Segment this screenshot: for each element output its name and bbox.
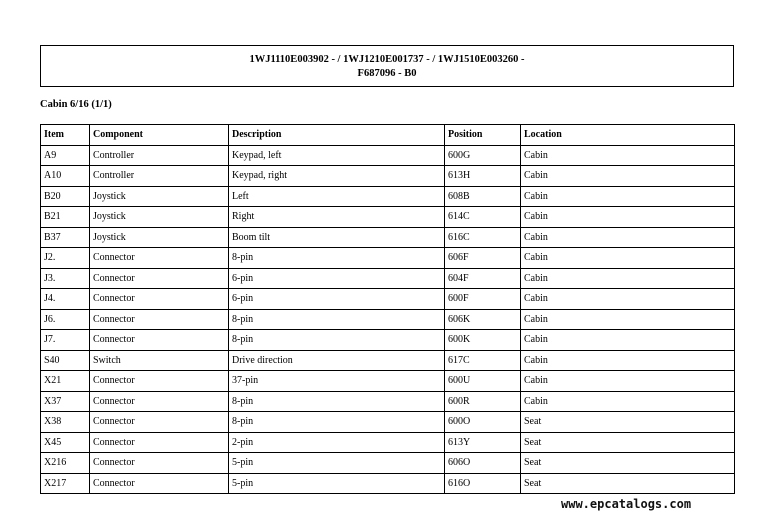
cell-component: Switch <box>90 350 229 371</box>
cell-component: Controller <box>90 166 229 187</box>
component-table <box>40 124 735 494</box>
cell-item: A10 <box>41 166 90 187</box>
cell-position: 600F <box>445 289 521 310</box>
section-title: Cabin 6/16 (1/1) <box>40 99 112 110</box>
cell-position: 617C <box>445 350 521 371</box>
cell-component: Joystick <box>90 186 229 207</box>
cell-location: Cabin <box>521 391 735 412</box>
cell-item: X38 <box>41 412 90 433</box>
cell-description: 2-pin <box>229 432 445 453</box>
cell-position: 600U <box>445 371 521 392</box>
cell-item: J4. <box>41 289 90 310</box>
cell-position: 608B <box>445 186 521 207</box>
table-row <box>41 391 735 412</box>
cell-location: Cabin <box>521 268 735 289</box>
cell-location: Cabin <box>521 330 735 351</box>
cell-position: 606F <box>445 248 521 269</box>
cell-component: Controller <box>90 145 229 166</box>
cell-location: Seat <box>521 473 735 494</box>
cell-item: A9 <box>41 145 90 166</box>
cell-location: Cabin <box>521 207 735 228</box>
table-row <box>41 145 735 166</box>
cell-description: 5-pin <box>229 453 445 474</box>
cell-description: Left <box>229 186 445 207</box>
cell-position: 606K <box>445 309 521 330</box>
cell-location: Seat <box>521 453 735 474</box>
column-header-location: Location <box>521 125 735 146</box>
cell-description: 6-pin <box>229 268 445 289</box>
table-body <box>41 145 735 494</box>
cell-item: X45 <box>41 432 90 453</box>
table-row <box>41 473 735 494</box>
column-header-item: Item <box>41 125 90 146</box>
cell-description: 8-pin <box>229 248 445 269</box>
table-row <box>41 166 735 187</box>
cell-item: J7. <box>41 330 90 351</box>
cell-location: Cabin <box>521 145 735 166</box>
cell-position: 606O <box>445 453 521 474</box>
table-row <box>41 248 735 269</box>
cell-position: 600R <box>445 391 521 412</box>
column-header-description: Description <box>229 125 445 146</box>
cell-position: 600O <box>445 412 521 433</box>
table-row <box>41 227 735 248</box>
cell-location: Cabin <box>521 289 735 310</box>
table-row <box>41 453 735 474</box>
cell-component: Connector <box>90 473 229 494</box>
cell-position: 616C <box>445 227 521 248</box>
cell-description: 5-pin <box>229 473 445 494</box>
cell-description: 8-pin <box>229 391 445 412</box>
cell-component: Connector <box>90 432 229 453</box>
cell-location: Cabin <box>521 166 735 187</box>
cell-location: Cabin <box>521 248 735 269</box>
header-serial-range: 1WJ1110E003902 - / 1WJ1210E001737 - / 1WJ1510E003260 - <box>249 54 525 65</box>
cell-position: 600K <box>445 330 521 351</box>
cell-position: 604F <box>445 268 521 289</box>
cell-component: Connector <box>90 248 229 269</box>
cell-description: Boom tilt <box>229 227 445 248</box>
table-row <box>41 309 735 330</box>
cell-description: 6-pin <box>229 289 445 310</box>
cell-item: X37 <box>41 391 90 412</box>
cell-description: Keypad, left <box>229 145 445 166</box>
cell-item: S40 <box>41 350 90 371</box>
cell-component: Connector <box>90 453 229 474</box>
cell-location: Cabin <box>521 227 735 248</box>
document-header <box>40 45 734 87</box>
table-row <box>41 371 735 392</box>
cell-position: 616O <box>445 473 521 494</box>
cell-item: J3. <box>41 268 90 289</box>
cell-description: 8-pin <box>229 330 445 351</box>
cell-item: B37 <box>41 227 90 248</box>
table-row <box>41 432 735 453</box>
cell-description: Right <box>229 207 445 228</box>
cell-item: J6. <box>41 309 90 330</box>
table-row <box>41 350 735 371</box>
cell-position: 613Y <box>445 432 521 453</box>
table-row <box>41 207 735 228</box>
cell-component: Connector <box>90 268 229 289</box>
cell-location: Cabin <box>521 371 735 392</box>
table-row <box>41 289 735 310</box>
cell-item: J2. <box>41 248 90 269</box>
cell-component: Connector <box>90 391 229 412</box>
cell-component: Connector <box>90 371 229 392</box>
cell-component: Connector <box>90 412 229 433</box>
cell-description: 8-pin <box>229 412 445 433</box>
cell-item: B20 <box>41 186 90 207</box>
cell-position: 613H <box>445 166 521 187</box>
table-header-row <box>41 125 735 146</box>
cell-description: Keypad, right <box>229 166 445 187</box>
cell-description: 37-pin <box>229 371 445 392</box>
cell-item: B21 <box>41 207 90 228</box>
column-header-component: Component <box>90 125 229 146</box>
table-row <box>41 186 735 207</box>
cell-location: Cabin <box>521 350 735 371</box>
cell-position: 600G <box>445 145 521 166</box>
cell-description: 8-pin <box>229 309 445 330</box>
cell-item: X216 <box>41 453 90 474</box>
table-row <box>41 412 735 433</box>
cell-location: Seat <box>521 432 735 453</box>
cell-item: X21 <box>41 371 90 392</box>
cell-location: Seat <box>521 412 735 433</box>
table-row <box>41 330 735 351</box>
cell-component: Connector <box>90 330 229 351</box>
cell-component: Joystick <box>90 227 229 248</box>
table-row <box>41 268 735 289</box>
cell-component: Joystick <box>90 207 229 228</box>
cell-location: Cabin <box>521 186 735 207</box>
column-header-position: Position <box>445 125 521 146</box>
cell-component: Connector <box>90 289 229 310</box>
cell-description: Drive direction <box>229 350 445 371</box>
cell-position: 614C <box>445 207 521 228</box>
cell-location: Cabin <box>521 309 735 330</box>
cell-item: X217 <box>41 473 90 494</box>
header-part-number: F687096 - B0 <box>357 68 417 79</box>
cell-component: Connector <box>90 309 229 330</box>
watermark: www.epcatalogs.com <box>561 497 692 511</box>
